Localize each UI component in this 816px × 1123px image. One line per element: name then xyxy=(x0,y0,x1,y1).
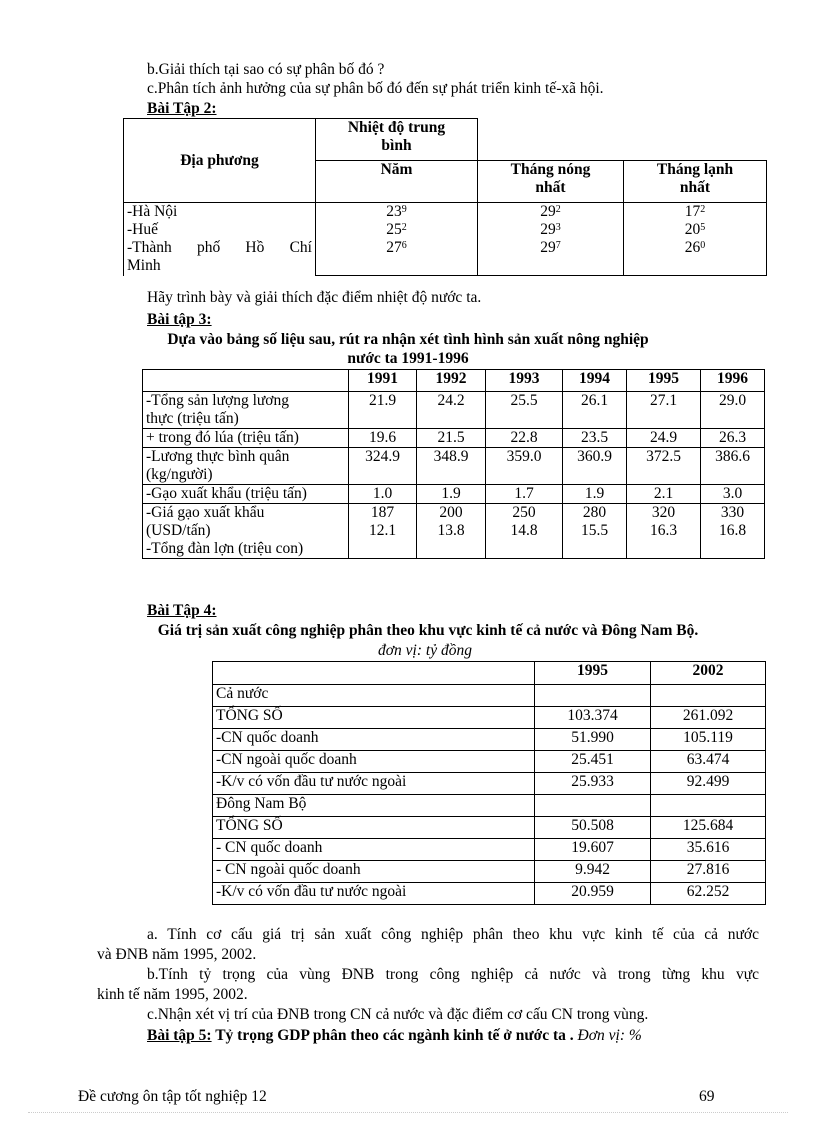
ex3-title-line2: nước ta 1991-1996 xyxy=(347,350,469,367)
ex3-row-label: -Giá gạo xuất khẩu (USD/tấn) -Tổng đàn lợn (triệu con) xyxy=(143,504,349,559)
table-row xyxy=(143,392,765,429)
ex3-cell: 1.9 xyxy=(563,485,627,504)
ex3-cell: 1.9 xyxy=(417,485,486,504)
ex4-cell xyxy=(535,685,651,707)
ex4-question-b-line2: kinh tế năm 1995, 2002. xyxy=(97,986,248,1003)
ex2-hottest-values: $29^2$ $29^3$ $29^7$ xyxy=(478,203,624,276)
table-row xyxy=(213,861,766,883)
intro-line-c: c.Phân tích ảnh hưởng của sự phân bố đó đến sự phát triển kinh tế-xã hội. xyxy=(147,80,604,97)
table-row xyxy=(143,504,765,559)
ex3-cell: 24.2 xyxy=(417,392,486,429)
ex3-cell: 25.5 xyxy=(486,392,563,429)
ex4-cell: 27.816 xyxy=(651,861,766,883)
ex2-coldest-values: $17^2$ $20^5$ $26^0$ xyxy=(624,203,767,276)
table-row xyxy=(143,485,765,504)
ex4-cell: 35.616 xyxy=(651,839,766,861)
ex3-year-1994: 1994 xyxy=(563,370,627,392)
ex3-cell: 2.1 xyxy=(627,485,701,504)
ex4-cell: 63.474 xyxy=(651,751,766,773)
ex3-cell: 320 16.3 xyxy=(627,504,701,559)
ex3-cell: 22.8 xyxy=(486,429,563,448)
ex4-question-c: c.Nhận xét vị trí của ĐNB trong CN cả nước và đặc điểm cơ cấu CN trong vùng. xyxy=(147,1006,649,1023)
ex3-cell: 29.0 xyxy=(701,392,765,429)
ex2-year-values: $23^9$ $25^2$ $27^6$ xyxy=(316,203,478,276)
ex4-row-label: -CN ngoài quốc doanh xyxy=(213,751,535,773)
intro-line-b: b.Giải thích tại sao có sự phân bố đó ? xyxy=(147,61,385,78)
ex3-year-1992: 1992 xyxy=(417,370,486,392)
ex4-cell: 103.374 xyxy=(535,707,651,729)
ex3-year-1995: 1995 xyxy=(627,370,701,392)
table-row xyxy=(213,795,766,817)
ex4-cell: 9.942 xyxy=(535,861,651,883)
ex4-cell: 19.607 xyxy=(535,839,651,861)
ex3-row-label: -Tổng sản lượng lương thực (triệu tấn) xyxy=(143,392,349,429)
ex4-cell: 125.684 xyxy=(651,817,766,839)
ex4-question-a-line1: a. Tính cơ cấu giá trị sản xuất công nghiệp phân theo khu vực kinh tế của cả nước xyxy=(147,926,759,943)
ex3-cell: 187 12.1 xyxy=(349,504,417,559)
ex4-cell: 20.959 xyxy=(535,883,651,905)
ex3-cell: 1.0 xyxy=(349,485,417,504)
ex4-unit: đơn vị: tỷ đồng xyxy=(378,642,472,659)
ex2-question: Hãy trình bày và giải thích đặc điểm nhiệt độ nước ta. xyxy=(147,289,482,306)
ex2-header-coldest: Tháng lạnh nhất xyxy=(624,161,767,203)
ex4-row-label: TỔNG SỐ xyxy=(213,817,535,839)
table-row xyxy=(213,773,766,795)
table-row xyxy=(213,751,766,773)
ex3-cell: 386.6 xyxy=(701,448,765,485)
ex4-row-label: - CN ngoài quốc doanh xyxy=(213,861,535,883)
ex3-cell: 330 16.8 xyxy=(701,504,765,559)
ex3-cell: 250 14.8 xyxy=(486,504,563,559)
ex2-header-average: Nhiệt độ trung bình xyxy=(316,119,478,161)
ex4-cell: 51.990 xyxy=(535,729,651,751)
ex3-agriculture-table xyxy=(142,369,765,559)
ex3-row-label: + trong đó lúa (triệu tấn) xyxy=(143,429,349,448)
ex3-cell: 348.9 xyxy=(417,448,486,485)
ex4-cell: 25.933 xyxy=(535,773,651,795)
ex4-cell: 50.508 xyxy=(535,817,651,839)
ex4-cell: 25.451 xyxy=(535,751,651,773)
ex2-heading: Bài Tập 2: xyxy=(147,100,217,117)
ex3-cell: 21.5 xyxy=(417,429,486,448)
ex2-header-location: Địa phương xyxy=(124,119,316,203)
footer-title: Đề cương ôn tập tốt nghiệp 12 xyxy=(78,1088,267,1105)
ex3-row-label: -Lương thực bình quân (kg/người) xyxy=(143,448,349,485)
ex4-cell xyxy=(651,685,766,707)
ex3-cell: 26.3 xyxy=(701,429,765,448)
ex3-title-line1: Dựa vào bảng số liệu sau, rút ra nhận xét tình hình sản xuất nông nghiệp xyxy=(167,331,649,348)
table-row xyxy=(124,203,767,276)
ex4-cell: 105.119 xyxy=(651,729,766,751)
ex5-unit: Đơn vị: % xyxy=(573,1027,642,1044)
ex3-cell: 372.5 xyxy=(627,448,701,485)
ex4-cell xyxy=(651,795,766,817)
ex4-cell: 261.092 xyxy=(651,707,766,729)
ex2-temperature-table xyxy=(123,118,767,276)
ex4-row-label: Đông Nam Bộ xyxy=(213,795,535,817)
ex3-cell: 24.9 xyxy=(627,429,701,448)
ex4-cell xyxy=(535,795,651,817)
ex3-cell: 23.5 xyxy=(563,429,627,448)
ex4-row-label: TỔNG SỐ xyxy=(213,707,535,729)
ex5-line xyxy=(147,1027,642,1045)
ex4-year-1995: 1995 xyxy=(535,662,651,685)
table-row xyxy=(213,883,766,905)
ex4-question-a-line2: và ĐNB năm 1995, 2002. xyxy=(97,946,257,963)
ex4-year-2002: 2002 xyxy=(651,662,766,685)
ex4-row-label: -K/v có vốn đầu tư nước ngoài xyxy=(213,773,535,795)
table-row xyxy=(213,685,766,707)
ex3-cell: 19.6 xyxy=(349,429,417,448)
ex3-cell: 27.1 xyxy=(627,392,701,429)
ex3-year-1993: 1993 xyxy=(486,370,563,392)
table-row xyxy=(213,729,766,751)
ex3-cell: 200 13.8 xyxy=(417,504,486,559)
ex3-cell: 21.9 xyxy=(349,392,417,429)
ex2-header-hottest: Tháng nóng nhất xyxy=(478,161,624,203)
ex3-year-1996: 1996 xyxy=(701,370,765,392)
table-row xyxy=(213,839,766,861)
ex3-row-label: -Gạo xuất khẩu (triệu tấn) xyxy=(143,485,349,504)
ex5-heading: Bài tập 5: xyxy=(147,1027,212,1044)
ex3-cell: 26.1 xyxy=(563,392,627,429)
ex3-cell: 3.0 xyxy=(701,485,765,504)
page-number: 69 xyxy=(699,1088,715,1105)
ex5-title: Tỷ trọng GDP phân theo các ngành kinh tế ở nước ta . xyxy=(211,1027,574,1044)
ex3-cell: 359.0 xyxy=(486,448,563,485)
ex4-cell: 62.252 xyxy=(651,883,766,905)
ex4-heading: Bài Tập 4: xyxy=(147,602,217,619)
ex3-cell: 324.9 xyxy=(349,448,417,485)
ex2-header-year: Năm xyxy=(316,161,478,203)
ex3-cell: 1.7 xyxy=(486,485,563,504)
ex3-heading: Bài tập 3: xyxy=(147,311,212,328)
ex2-row-name: -Hà Nội -Huế -Thành phố Hồ Chí Minh xyxy=(124,203,316,276)
ex4-cell: 92.499 xyxy=(651,773,766,795)
table-row xyxy=(213,707,766,729)
ex3-year-1991: 1991 xyxy=(349,370,417,392)
table-row xyxy=(143,429,765,448)
ex4-industry-table xyxy=(212,661,766,905)
ex4-question-b-line1: b.Tính tỷ trọng của vùng ĐNB trong công nghiệp cả nước và trong từng khu vực xyxy=(147,966,759,983)
ex4-title: Giá trị sản xuất công nghiệp phân theo khu vực kinh tế cả nước và Đông Nam Bộ. xyxy=(157,622,699,639)
ex4-row-label: Cả nước xyxy=(213,685,535,707)
footer-divider xyxy=(28,1112,788,1113)
ex4-row-label: - CN quốc doanh xyxy=(213,839,535,861)
ex4-row-label: -K/v có vốn đầu tư nước ngoài xyxy=(213,883,535,905)
table-row xyxy=(143,448,765,485)
ex3-cell: 360.9 xyxy=(563,448,627,485)
ex4-row-label: -CN quốc doanh xyxy=(213,729,535,751)
ex3-cell: 280 15.5 xyxy=(563,504,627,559)
table-row xyxy=(213,817,766,839)
